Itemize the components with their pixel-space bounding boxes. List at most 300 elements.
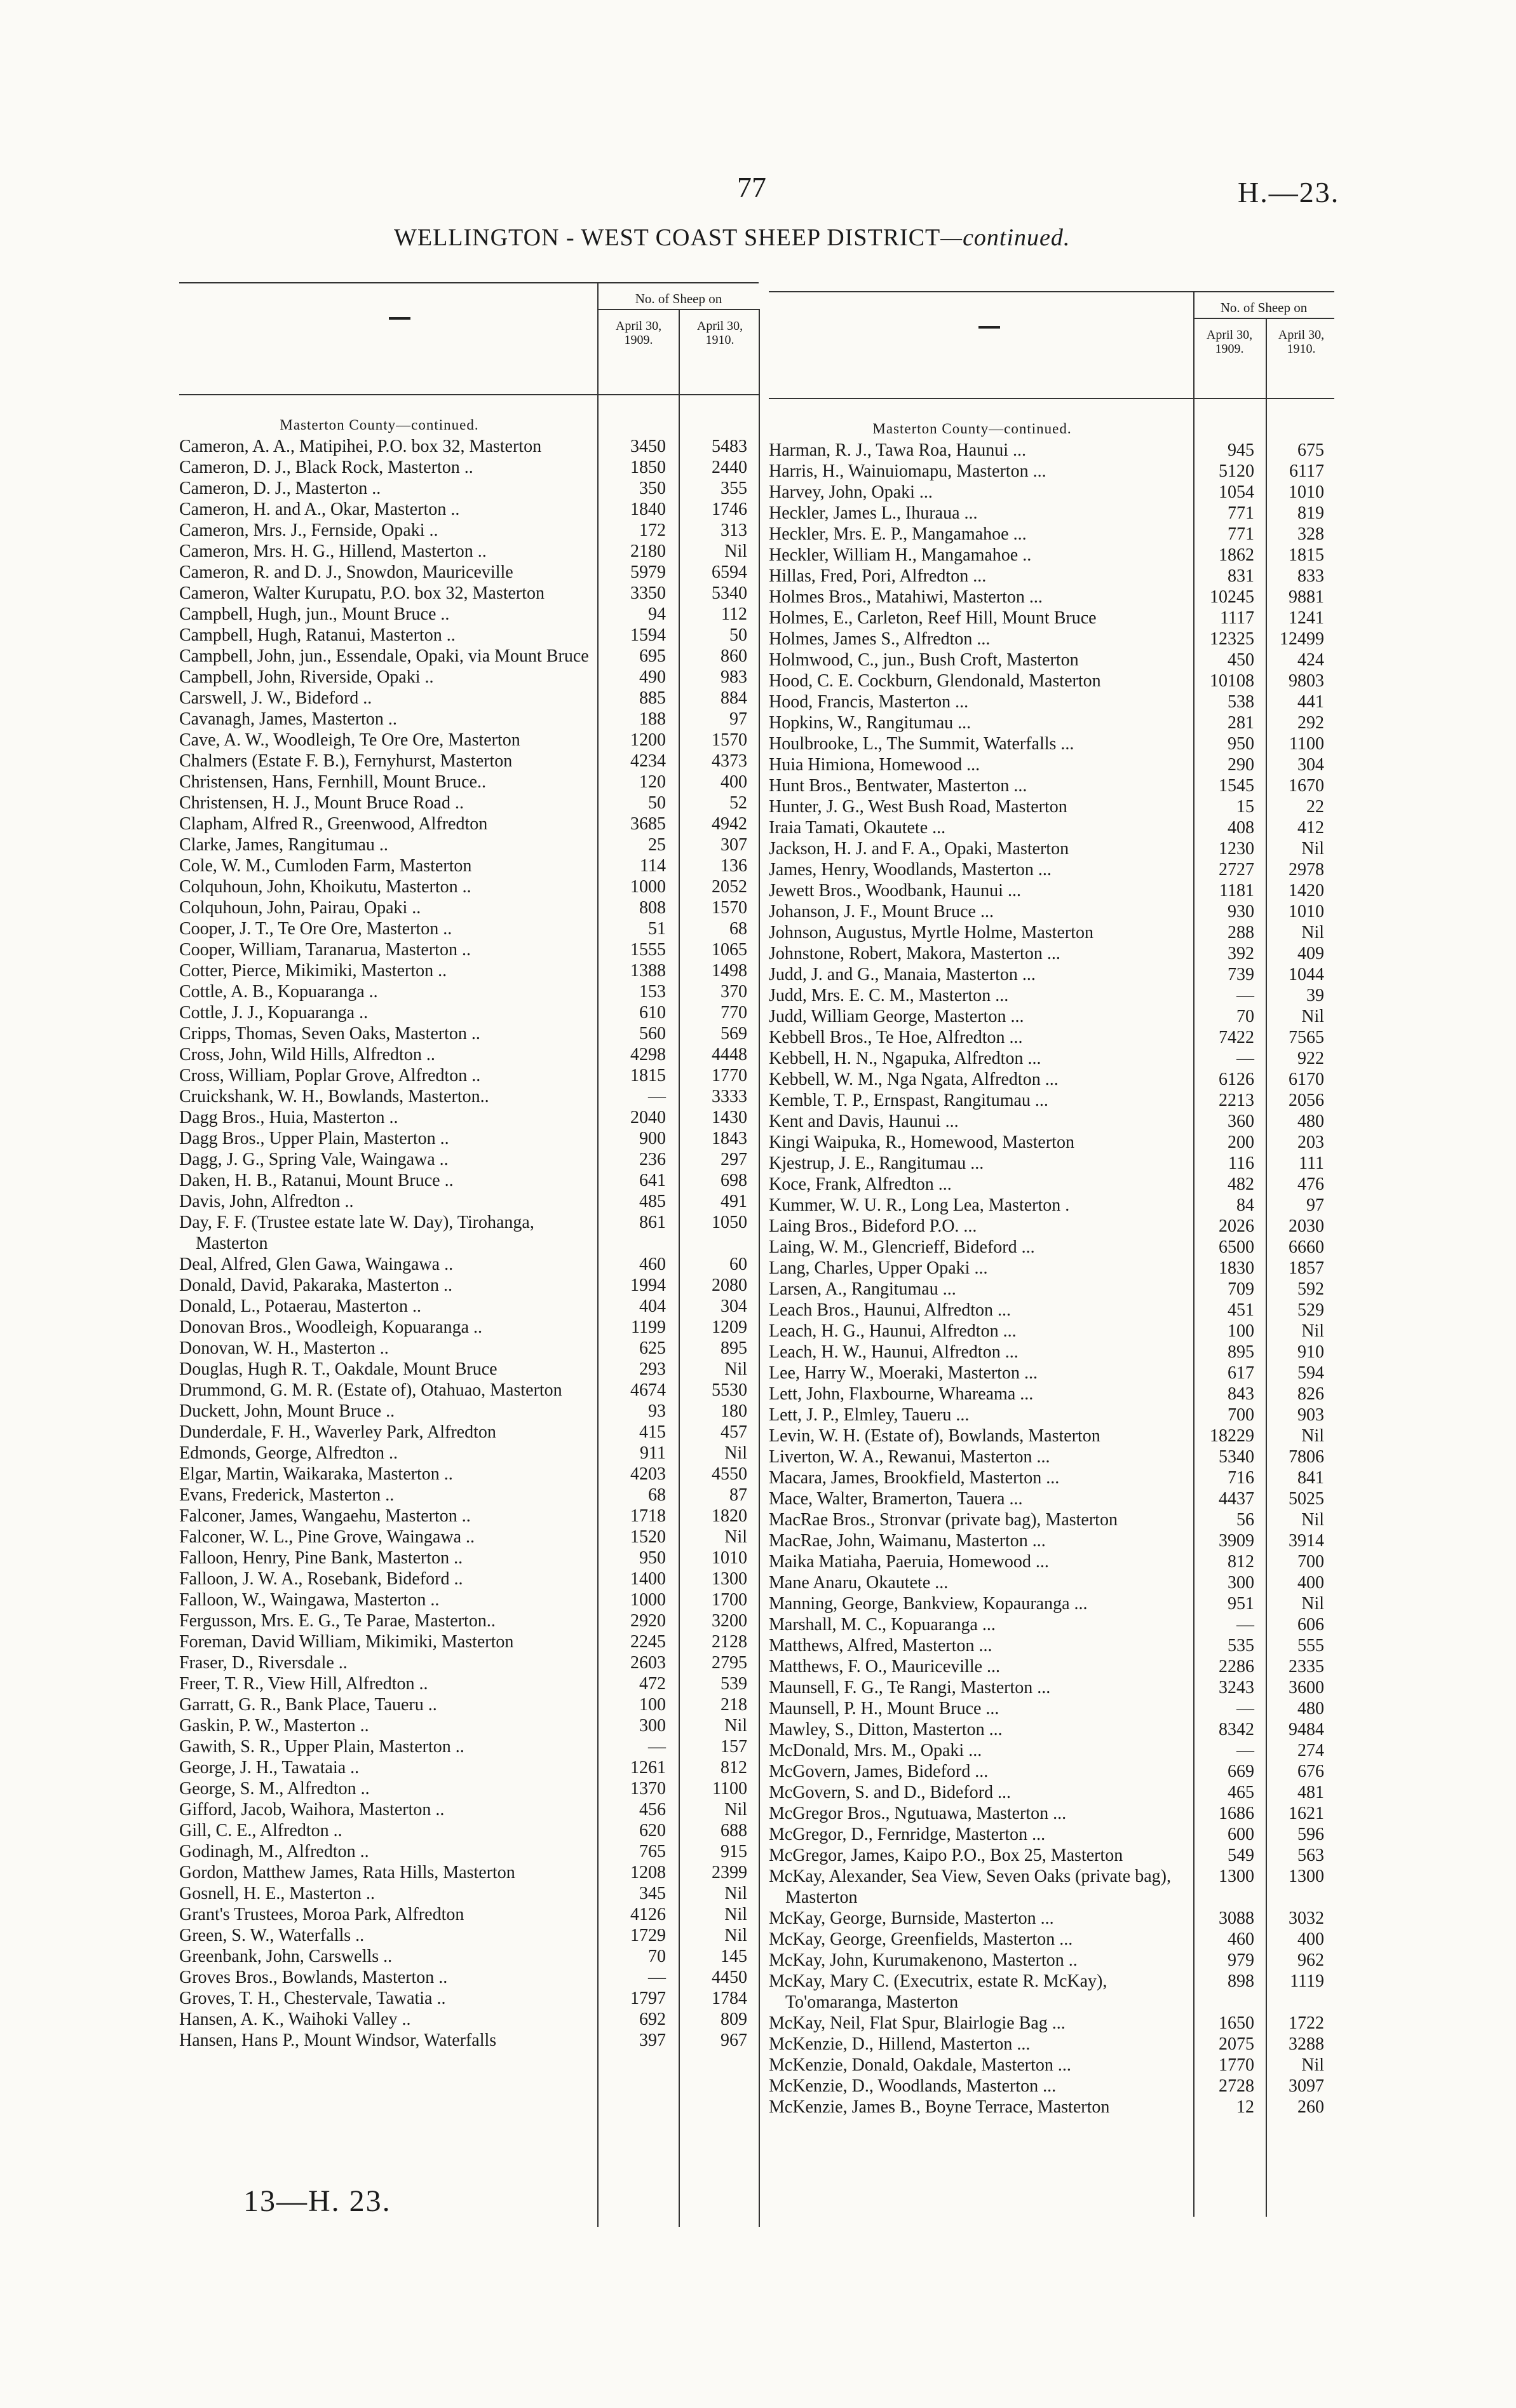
owner-name: Lett, John, Flaxbourne, Whareama ...: [769, 1384, 1034, 1404]
table-row: [179, 1191, 759, 1212]
sheep-1909: 56: [1236, 1510, 1254, 1530]
table-row: [179, 1506, 759, 1527]
sheep-1910: 297: [721, 1150, 747, 1169]
sheep-1910: 476: [1297, 1174, 1324, 1194]
table-row: [769, 2076, 1334, 2097]
sheep-1909: 5120: [1219, 461, 1254, 481]
owner-name: Judd, J. and G., Manaia, Masterton ...: [769, 965, 1036, 984]
sheep-1910: 1300: [712, 1569, 747, 1589]
owner-name: MacRae, John, Waimanu, Masterton ...: [769, 1531, 1046, 1551]
owner-name: Edmonds, George, Alfredton ..: [179, 1443, 398, 1463]
sheep-1910: 9484: [1289, 1720, 1324, 1739]
owner-name: Falloon, W., Waingawa, Masterton ..: [179, 1590, 440, 1610]
sheep-1909: 549: [1228, 1846, 1254, 1865]
table-row: [179, 1338, 759, 1359]
sheep-1909: 2603: [630, 1653, 666, 1673]
owner-name: Maika Matiaha, Paeruia, Homewood ...: [769, 1552, 1049, 1572]
sheep-1910: 1570: [712, 898, 747, 918]
sheep-1910: 592: [1297, 1279, 1324, 1299]
sheep-1909: 1200: [630, 730, 666, 750]
sheep-1910: 370: [721, 982, 747, 1002]
table-row: [769, 2097, 1334, 2118]
sheep-1909: 288: [1228, 923, 1254, 942]
table-row: [179, 1715, 759, 1736]
sheep-1909: 1594: [630, 625, 666, 645]
table-row: [769, 1530, 1334, 1551]
sheep-1910: 3288: [1289, 2034, 1324, 2054]
owner-name: Godinagh, M., Alfredton ..: [179, 1842, 369, 1861]
owner-name: Larsen, A., Rangitumau ...: [769, 1279, 956, 1299]
sheep-1910: 50: [729, 625, 747, 645]
owner-name: Cameron, D. J., Black Rock, Masterton ..: [179, 458, 473, 477]
sheep-1910: 400: [1297, 1929, 1324, 1949]
sheep-1910: 328: [1297, 524, 1324, 544]
table-row: [179, 1443, 759, 1464]
sheep-1910: 5530: [712, 1380, 747, 1400]
owner-name: Matthews, F. O., Mauriceville ...: [769, 1657, 1001, 1677]
owner-name: McKay, Neil, Flat Spur, Blairlogie Bag ...: [769, 2013, 1066, 2033]
owner-name: Heckler, James L., Ihuraua ...: [769, 503, 978, 523]
sheep-1910: 441: [1297, 692, 1324, 712]
table-row: [769, 1698, 1334, 1719]
owner-name: Cruickshank, W. H., Bowlands, Masterton..: [179, 1087, 489, 1106]
sheep-1909: 945: [1228, 440, 1254, 460]
sheep-1909: 12: [1236, 2097, 1254, 2117]
owner-name: McGovern, James, Bideford ...: [769, 1762, 989, 1781]
table-row: [179, 918, 759, 939]
page-title: [394, 224, 1070, 252]
sheep-1909: 1830: [1219, 1258, 1254, 1278]
table-row: [179, 2030, 759, 2051]
sheep-1909: 900: [639, 1129, 666, 1148]
owner-name: McKay, John, Kurumakenono, Masterton ..: [769, 1950, 1078, 1970]
table-row: [179, 499, 759, 520]
sheep-1909: 1000: [630, 1590, 666, 1610]
owner-name: Cameron, Mrs. H. G., Hillend, Masterton ..: [179, 541, 487, 561]
sheep-1909: 415: [639, 1422, 666, 1442]
table-row: [179, 541, 759, 562]
sheep-1910: 52: [729, 793, 747, 813]
sheep-1909: 93: [648, 1401, 666, 1421]
sheep-1910: 833: [1297, 566, 1324, 586]
owner-name: Gordon, Matthew James, Rata Hills, Masterton: [179, 1863, 515, 1882]
table-row: [769, 629, 1334, 650]
table-row: [179, 939, 759, 960]
table-row: [179, 1464, 759, 1485]
table-row: [179, 1317, 759, 1338]
sheep-1909: 950: [1228, 734, 1254, 754]
sheep-1910: 60: [729, 1255, 747, 1274]
owner-name: McKay, Mary C. (Executrix, estate R. McKay), To'omaranga, Masterton: [769, 1971, 1107, 2012]
sheep-1909: 116: [1228, 1153, 1254, 1173]
table-row: [769, 1908, 1334, 1929]
sheep-1909: 739: [1228, 965, 1254, 984]
owner-name: Cross, John, Wild Hills, Alfredton ..: [179, 1045, 435, 1065]
owner-name: Johnstone, Robert, Makora, Masterton ...: [769, 944, 1060, 963]
owner-name: Campbell, Hugh, jun., Mount Bruce ..: [179, 604, 450, 624]
sheep-1910: 157: [721, 1737, 747, 1757]
table-row: [179, 1548, 759, 1568]
table-row: [769, 712, 1334, 733]
sheep-1909: 300: [639, 1716, 666, 1736]
table-row: [179, 604, 759, 625]
sheep-1909: 930: [1228, 902, 1254, 922]
table-row: [769, 461, 1334, 482]
sheep-1909: 1054: [1219, 482, 1254, 502]
sheep-1909: 1261: [630, 1758, 666, 1778]
owner-name: Jackson, H. J. and F. A., Opaki, Masterton: [769, 839, 1069, 859]
sheep-1910: 5340: [712, 583, 747, 603]
sheep-1910: 111: [1299, 1153, 1324, 1173]
sheep-1909: 70: [1236, 1007, 1254, 1026]
table-row: [179, 1820, 759, 1841]
sheep-1909: 1718: [630, 1506, 666, 1526]
owner-name: George, S. M., Alfredton ..: [179, 1779, 370, 1799]
sheep-1910: 3032: [1289, 1908, 1324, 1928]
table-row: [179, 1862, 759, 1883]
table-row: [179, 478, 759, 499]
sheep-1909: 100: [1228, 1321, 1254, 1341]
sheep-1909: 6126: [1219, 1070, 1254, 1089]
sheep-1910: 1300: [1289, 1867, 1324, 1886]
sheep-1910: 841: [1297, 1468, 1324, 1488]
sheep-1909: 1181: [1219, 881, 1254, 901]
sheep-1909: 2180: [630, 541, 666, 561]
sheep-1909: 979: [1228, 1950, 1254, 1970]
table-row: [769, 1048, 1334, 1069]
table-row: [179, 688, 759, 709]
sheep-1910: 480: [1297, 1699, 1324, 1718]
table-row: [769, 1132, 1334, 1153]
owner-name: Cameron, H. and A., Okar, Masterton ..: [179, 500, 460, 519]
sheep-1910: Nil: [724, 1884, 747, 1903]
sheep-1909: 3685: [630, 814, 666, 834]
sheep-1910: Nil: [1301, 2055, 1324, 2075]
left-table-header: [179, 282, 759, 394]
sheep-1909: 898: [1228, 1971, 1254, 1991]
sheep-1909: 600: [1228, 1825, 1254, 1844]
sheep-1909: 7422: [1219, 1028, 1254, 1047]
table-row: [769, 1006, 1334, 1027]
sheep-1910: 529: [1297, 1300, 1324, 1320]
sheep-1910: 1010: [1289, 902, 1324, 922]
table-row: [769, 1321, 1334, 1342]
owner-name: Laing, W. M., Glencrieff, Bideford ...: [769, 1237, 1035, 1257]
sheep-1910: 3097: [1289, 2076, 1324, 2096]
owner-name: Kent and Davis, Haunui ...: [769, 1112, 959, 1131]
sheep-1910: 307: [721, 835, 747, 855]
sheep-1910: 304: [1297, 755, 1324, 775]
table-row: [179, 1925, 759, 1946]
sheep-1909: 4203: [630, 1464, 666, 1484]
sheep-1909: —: [1236, 1615, 1254, 1635]
owner-name: Davis, John, Alfredton ..: [179, 1192, 354, 1211]
sheep-1909: 1300: [1219, 1867, 1254, 1886]
sheep-1910: 1784: [712, 1989, 747, 2008]
sheep-1909: 765: [639, 1842, 666, 1861]
owner-name: MacRae Bros., Stronvar (private bag), Masterton: [769, 1510, 1118, 1530]
table-row: [769, 2034, 1334, 2055]
sheep-1910: 1722: [1289, 2013, 1324, 2033]
owner-name: Hood, Francis, Masterton ...: [769, 692, 969, 712]
owner-name: Mane Anaru, Okautete ...: [769, 1573, 949, 1593]
sheep-1910: 22: [1306, 797, 1324, 817]
owner-name: Koce, Frank, Alfredton ...: [769, 1174, 952, 1194]
sheep-1910: 12499: [1280, 629, 1324, 649]
owner-name: Greenbank, John, Carswells ..: [179, 1947, 393, 1966]
table-row: [179, 1002, 759, 1023]
table-row: [179, 562, 759, 583]
sheep-1910: 400: [721, 772, 747, 792]
owner-name: McDonald, Mrs. M., Opaki ...: [769, 1741, 982, 1760]
sheep-1910: 1498: [712, 961, 747, 981]
sheep-1909: 895: [1228, 1342, 1254, 1362]
sheep-1909: 1000: [630, 877, 666, 897]
owner-name: Donovan Bros., Woodleigh, Kopuaranga ..: [179, 1317, 483, 1337]
page-number: 77: [737, 171, 766, 203]
sheep-1910: 1770: [712, 1066, 747, 1085]
sheep-1909: 695: [639, 646, 666, 666]
sheep-1910: 6117: [1289, 461, 1324, 481]
sheep-1910: 812: [721, 1758, 747, 1778]
table-row: [179, 813, 759, 834]
table-row: [179, 1107, 759, 1128]
sheep-1909: 1400: [630, 1569, 666, 1589]
table-row: [179, 1401, 759, 1422]
header-col-1909: April 30, 1909.: [615, 319, 662, 347]
table-row: [179, 1799, 759, 1820]
sheep-1909: 10245: [1210, 587, 1254, 607]
sheep-1909: 1994: [630, 1275, 666, 1295]
sheep-1910: 2056: [1289, 1091, 1324, 1110]
owner-name: Falloon, Henry, Pine Bank, Masterton ..: [179, 1548, 463, 1568]
sheep-1910: 6594: [712, 562, 747, 582]
table-row: [179, 1170, 759, 1191]
owner-name: Kebbell, W. M., Nga Ngata, Alfredton ...: [769, 1070, 1059, 1089]
owner-name: Hunt Bros., Bentwater, Masterton ...: [769, 776, 1027, 796]
table-row: [769, 1572, 1334, 1593]
table-row: [769, 1488, 1334, 1509]
table-row: [769, 796, 1334, 817]
table-row: [179, 1694, 759, 1715]
owner-name: Cooper, William, Taranarua, Masterton ..: [179, 940, 471, 960]
sheep-1909: 3350: [630, 583, 666, 603]
sheep-1910: 903: [1297, 1405, 1324, 1425]
sheep-1909: 404: [639, 1296, 666, 1316]
table-row: [179, 1988, 759, 2009]
table-row: [179, 772, 759, 792]
sheep-1909: 200: [1228, 1133, 1254, 1152]
table-row: [769, 608, 1334, 629]
sheep-1909: 2727: [1219, 860, 1254, 880]
owner-name: Dunderdale, F. H., Waverley Park, Alfredton: [179, 1422, 496, 1442]
table-row: [179, 457, 759, 478]
table-row: [179, 792, 759, 813]
sheep-1909: 617: [1228, 1363, 1254, 1383]
owner-name: Colquhoun, John, Pairau, Opaki ..: [179, 898, 421, 918]
sheep-1910: 424: [1297, 650, 1324, 670]
owner-name: Drummond, G. M. R. (Estate of), Otahuao, Masterton: [179, 1380, 562, 1400]
owner-name: Cave, A. W., Woodleigh, Te Ore Ore, Masterton: [179, 730, 520, 750]
sheep-1910: 4942: [712, 814, 747, 834]
sheep-1910: 555: [1297, 1636, 1324, 1656]
owner-name: McKenzie, D., Hillend, Masterton ...: [769, 2034, 1031, 2054]
sheep-1910: 910: [1297, 1342, 1324, 1362]
sheep-1909: 472: [639, 1674, 666, 1694]
owner-name: Chalmers (Estate F. B.), Fernyhurst, Masterton: [179, 751, 513, 771]
owner-name: Day, F. F. (Trustee estate late W. Day), Tirohanga, Masterton: [179, 1213, 534, 1253]
sheep-1909: 1117: [1220, 608, 1254, 628]
sheep-1910: 4550: [712, 1464, 747, 1484]
sheep-1910: 915: [721, 1842, 747, 1861]
table-row: [769, 1342, 1334, 1363]
sheep-1910: 1570: [712, 730, 747, 750]
sheep-1909: —: [1236, 1741, 1254, 1760]
table-row: [769, 1425, 1334, 1446]
sheep-1910: 2052: [712, 877, 747, 897]
sheep-1909: 345: [639, 1884, 666, 1903]
sheep-1910: Nil: [1301, 1594, 1324, 1614]
table-row: [769, 1279, 1334, 1300]
owner-name: Freer, T. R., View Hill, Alfredton ..: [179, 1674, 428, 1694]
sheep-1910: 5025: [1289, 1489, 1324, 1509]
table-row: [769, 670, 1334, 691]
sheep-1909: 1388: [630, 961, 666, 981]
table-row: [769, 943, 1334, 964]
owner-name: Colquhoun, John, Khoikutu, Masterton ..: [179, 877, 471, 897]
sheep-1909: 812: [1228, 1552, 1254, 1572]
sheep-1910: Nil: [724, 1443, 747, 1463]
header-col-1910: April 30, 1910.: [696, 319, 743, 347]
table-row: [179, 1359, 759, 1380]
sheep-1910: 895: [721, 1338, 747, 1358]
owner-name: Falconer, James, Wangaehu, Masterton ..: [179, 1506, 471, 1526]
table-row: [179, 646, 759, 667]
owner-name: McGregor Bros., Ngutuawa, Masterton ...: [769, 1804, 1067, 1823]
sheep-1910: 1700: [712, 1590, 747, 1610]
sheep-1909: 25: [648, 835, 666, 855]
sheep-1910: 87: [729, 1485, 747, 1505]
sheep-1909: 392: [1228, 944, 1254, 963]
sheep-1909: 1770: [1219, 2055, 1254, 2075]
sheep-1909: 1840: [630, 500, 666, 519]
sheep-1909: 68: [648, 1485, 666, 1505]
sheep-1910: 700: [1297, 1552, 1324, 1572]
table-row: [179, 730, 759, 751]
sheep-1909: —: [1236, 1049, 1254, 1068]
owner-name: Hansen, A. K., Waihoki Valley ..: [179, 2010, 411, 2029]
sheep-1910: 3333: [712, 1087, 747, 1106]
sheep-1910: 1241: [1289, 608, 1324, 628]
owner-name: Houlbrooke, L., The Summit, Waterfalls ...: [769, 734, 1074, 754]
table-row: [769, 964, 1334, 985]
owner-name: Cottle, A. B., Kopuaranga ..: [179, 982, 378, 1002]
table-row: [179, 667, 759, 688]
sheep-1910: 3600: [1289, 1678, 1324, 1697]
sheep-1909: 120: [639, 772, 666, 792]
title-continued: —continued.: [940, 224, 1071, 251]
table-row: [179, 1631, 759, 1652]
sheep-1910: 7806: [1289, 1447, 1324, 1467]
table-row: [769, 503, 1334, 524]
table-row: [769, 1551, 1334, 1572]
owner-name: Groves, T. H., Chestervale, Tawatia ..: [179, 1989, 446, 2008]
owner-name: Liverton, W. A., Rewanui, Masterton ...: [769, 1447, 1050, 1467]
sheep-1910: 826: [1297, 1384, 1324, 1404]
owner-name: Heckler, William H., Mangamahoe ..: [769, 545, 1032, 565]
sheep-1910: 1621: [1289, 1804, 1324, 1823]
table-row: [179, 520, 759, 541]
sheep-1910: 2080: [712, 1275, 747, 1295]
owner-name: Iraia Tamati, Okautete ...: [769, 818, 946, 838]
sheep-1910: 145: [721, 1947, 747, 1966]
sheep-1910: 698: [721, 1171, 747, 1190]
table-row: [179, 1883, 759, 1904]
sheep-1909: 1370: [630, 1779, 666, 1799]
sheep-1910: 180: [721, 1401, 747, 1421]
sheep-1909: 490: [639, 667, 666, 687]
table-row: [769, 524, 1334, 545]
table-row: [179, 2009, 759, 2030]
header-group-label: No. of Sheep on: [635, 291, 722, 306]
sheep-1910: Nil: [724, 1800, 747, 1820]
table-row: [179, 1904, 759, 1925]
sheep-1910: Nil: [1301, 1426, 1324, 1446]
sheep-1909: 456: [639, 1800, 666, 1820]
sheep-1909: 843: [1228, 1384, 1254, 1404]
sheep-1910: 480: [1297, 1112, 1324, 1131]
owner-name: Kebbell Bros., Te Hoe, Alfredton ...: [769, 1028, 1023, 1047]
sheep-1910: Nil: [724, 1716, 747, 1736]
sheep-1909: 1850: [630, 458, 666, 477]
owner-name: Dagg Bros., Huia, Masterton ..: [179, 1108, 398, 1127]
sheep-1909: 861: [639, 1213, 666, 1232]
sheep-1909: 408: [1228, 818, 1254, 838]
owner-name: Leach Bros., Haunui, Alfredton ...: [769, 1300, 1012, 1320]
owner-name: Cavanagh, James, Masterton ..: [179, 709, 397, 729]
owner-name: Leach, H. W., Haunui, Alfredton ...: [769, 1342, 1019, 1362]
table-row: [179, 1589, 759, 1610]
owner-name: Donovan, W. H., Masterton ..: [179, 1338, 389, 1358]
owner-name: Matthews, Alfred, Masterton ...: [769, 1636, 992, 1656]
sheep-1910: 274: [1297, 1741, 1324, 1760]
sheep-1910: 97: [1306, 1195, 1324, 1215]
table-row: [179, 1652, 759, 1673]
sheep-1910: 2440: [712, 458, 747, 477]
sheep-1910: 922: [1297, 1049, 1324, 1068]
sheep-1910: 1100: [712, 1779, 747, 1799]
owner-name: Donald, L., Potaerau, Masterton ..: [179, 1296, 422, 1316]
table-row: [769, 1111, 1334, 1132]
right-table-header: [769, 291, 1334, 403]
table-row: [769, 1174, 1334, 1195]
table-row: [769, 1258, 1334, 1279]
sheep-1909: 51: [648, 919, 666, 939]
owner-name: Clarke, James, Rangitumau ..: [179, 835, 388, 855]
owner-name: Holmes, E., Carleton, Reef Hill, Mount Bruce: [769, 608, 1097, 628]
table-row: [179, 1422, 759, 1443]
sheep-1909: 188: [639, 709, 666, 729]
sheep-1909: 771: [1228, 524, 1254, 544]
sheep-1910: 967: [721, 2030, 747, 2050]
table-row: [769, 1740, 1334, 1761]
owner-name: Macara, James, Brookfield, Masterton ...: [769, 1468, 1060, 1488]
table-row: [769, 545, 1334, 566]
sheep-1909: 885: [639, 688, 666, 708]
owner-name: McGregor, D., Fernridge, Masterton ...: [769, 1825, 1046, 1844]
table-row: [179, 897, 759, 918]
owner-name: Harman, R. J., Tawa Roa, Haunui ...: [769, 440, 1027, 460]
